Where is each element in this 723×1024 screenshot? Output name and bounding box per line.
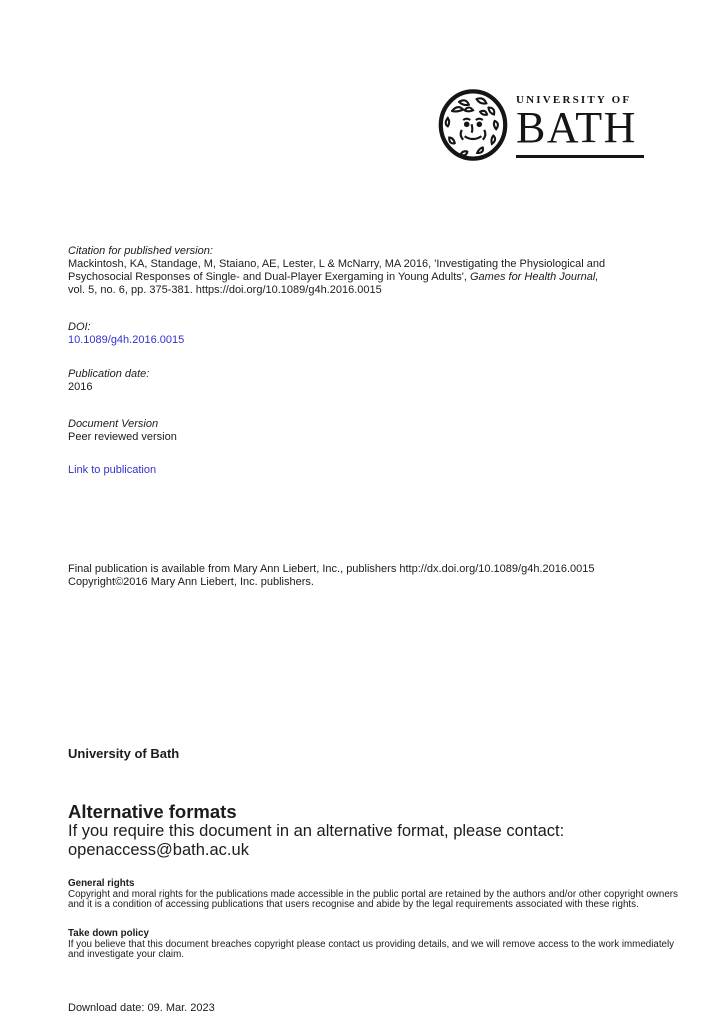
citation-label: Citation for published version: (68, 245, 213, 257)
citation-journal-title: Games for Health Journal, (470, 271, 599, 283)
general-rights-line-1: Copyright and moral rights for the publications made accessible in the public portal are retained by the authors and/or other copyright owners (68, 888, 678, 900)
document-version-label: Document Version (68, 418, 159, 430)
alternative-formats-block (68, 802, 564, 859)
take-down-policy-line-2: and investigate your claim. (68, 949, 184, 961)
publication-date-block (68, 368, 149, 394)
document-version-block (68, 418, 177, 444)
availability-line-2: Copyright©2016 Mary Ann Liebert, Inc. publishers. (68, 576, 314, 588)
university-of-bath-logo (438, 88, 644, 162)
alternative-formats-text: If you require this document in an alternative format, please contact: (68, 822, 565, 840)
doi-block (68, 321, 184, 347)
download-date: Download date: 09. Mar. 2023 (68, 1002, 215, 1014)
general-rights-block (68, 879, 678, 911)
citation-line-2-text: Psychosocial Responses of Single- and Dual-Player Exergaming in Young Adults', (68, 271, 470, 283)
citation-line-1: Mackintosh, KA, Standage, M, Staiano, AE, Lester, L & McNarry, MA 2016, 'Investigating the Physiological and (68, 258, 606, 270)
general-rights-heading: General rights (68, 878, 135, 889)
availability-line-1: Final publication is available from Mary Ann Liebert, Inc., publishers http://dx.doi.org/10.1089/g4h.2016.0015 (68, 563, 595, 575)
logo-university-of: UNIVERSITY OF (516, 94, 632, 106)
doi-link[interactable]: 10.1089/g4h.2016.0015 (68, 334, 185, 346)
document-version-value: Peer reviewed version (68, 431, 177, 443)
publication-date-value: 2016 (68, 381, 93, 393)
link-to-publication[interactable]: Link to publication (68, 464, 157, 476)
logo-bath: BATH (516, 103, 637, 152)
alternative-formats-email: openaccess@bath.ac.uk (68, 840, 249, 859)
availability-block (68, 563, 595, 589)
citation-line-3: vol. 5, no. 6, pp. 375-381. https://doi.org/10.1089/g4h.2016.0015 (68, 284, 382, 296)
logo-underline (516, 155, 644, 158)
university-heading: University of Bath (68, 746, 180, 761)
citation-line-2 (68, 271, 605, 284)
take-down-policy-line-1: If you believe that this document breaches copyright please contact us providing details, and we will remove access to the work immediately (68, 938, 675, 950)
take-down-policy-block (68, 929, 674, 961)
logo-wordmark (516, 94, 644, 158)
publication-date-label: Publication date: (68, 368, 150, 380)
doi-label: DOI: (68, 321, 91, 333)
take-down-policy-heading: Take down policy (68, 928, 149, 939)
alternative-formats-heading: Alternative formats (68, 801, 237, 822)
general-rights-line-2: and it is a condition of accessing publications that users recognise and abide by the legal requirements associated with these rights. (68, 899, 639, 911)
bath-gorgon-seal-icon (438, 88, 508, 162)
citation-block (68, 245, 605, 297)
